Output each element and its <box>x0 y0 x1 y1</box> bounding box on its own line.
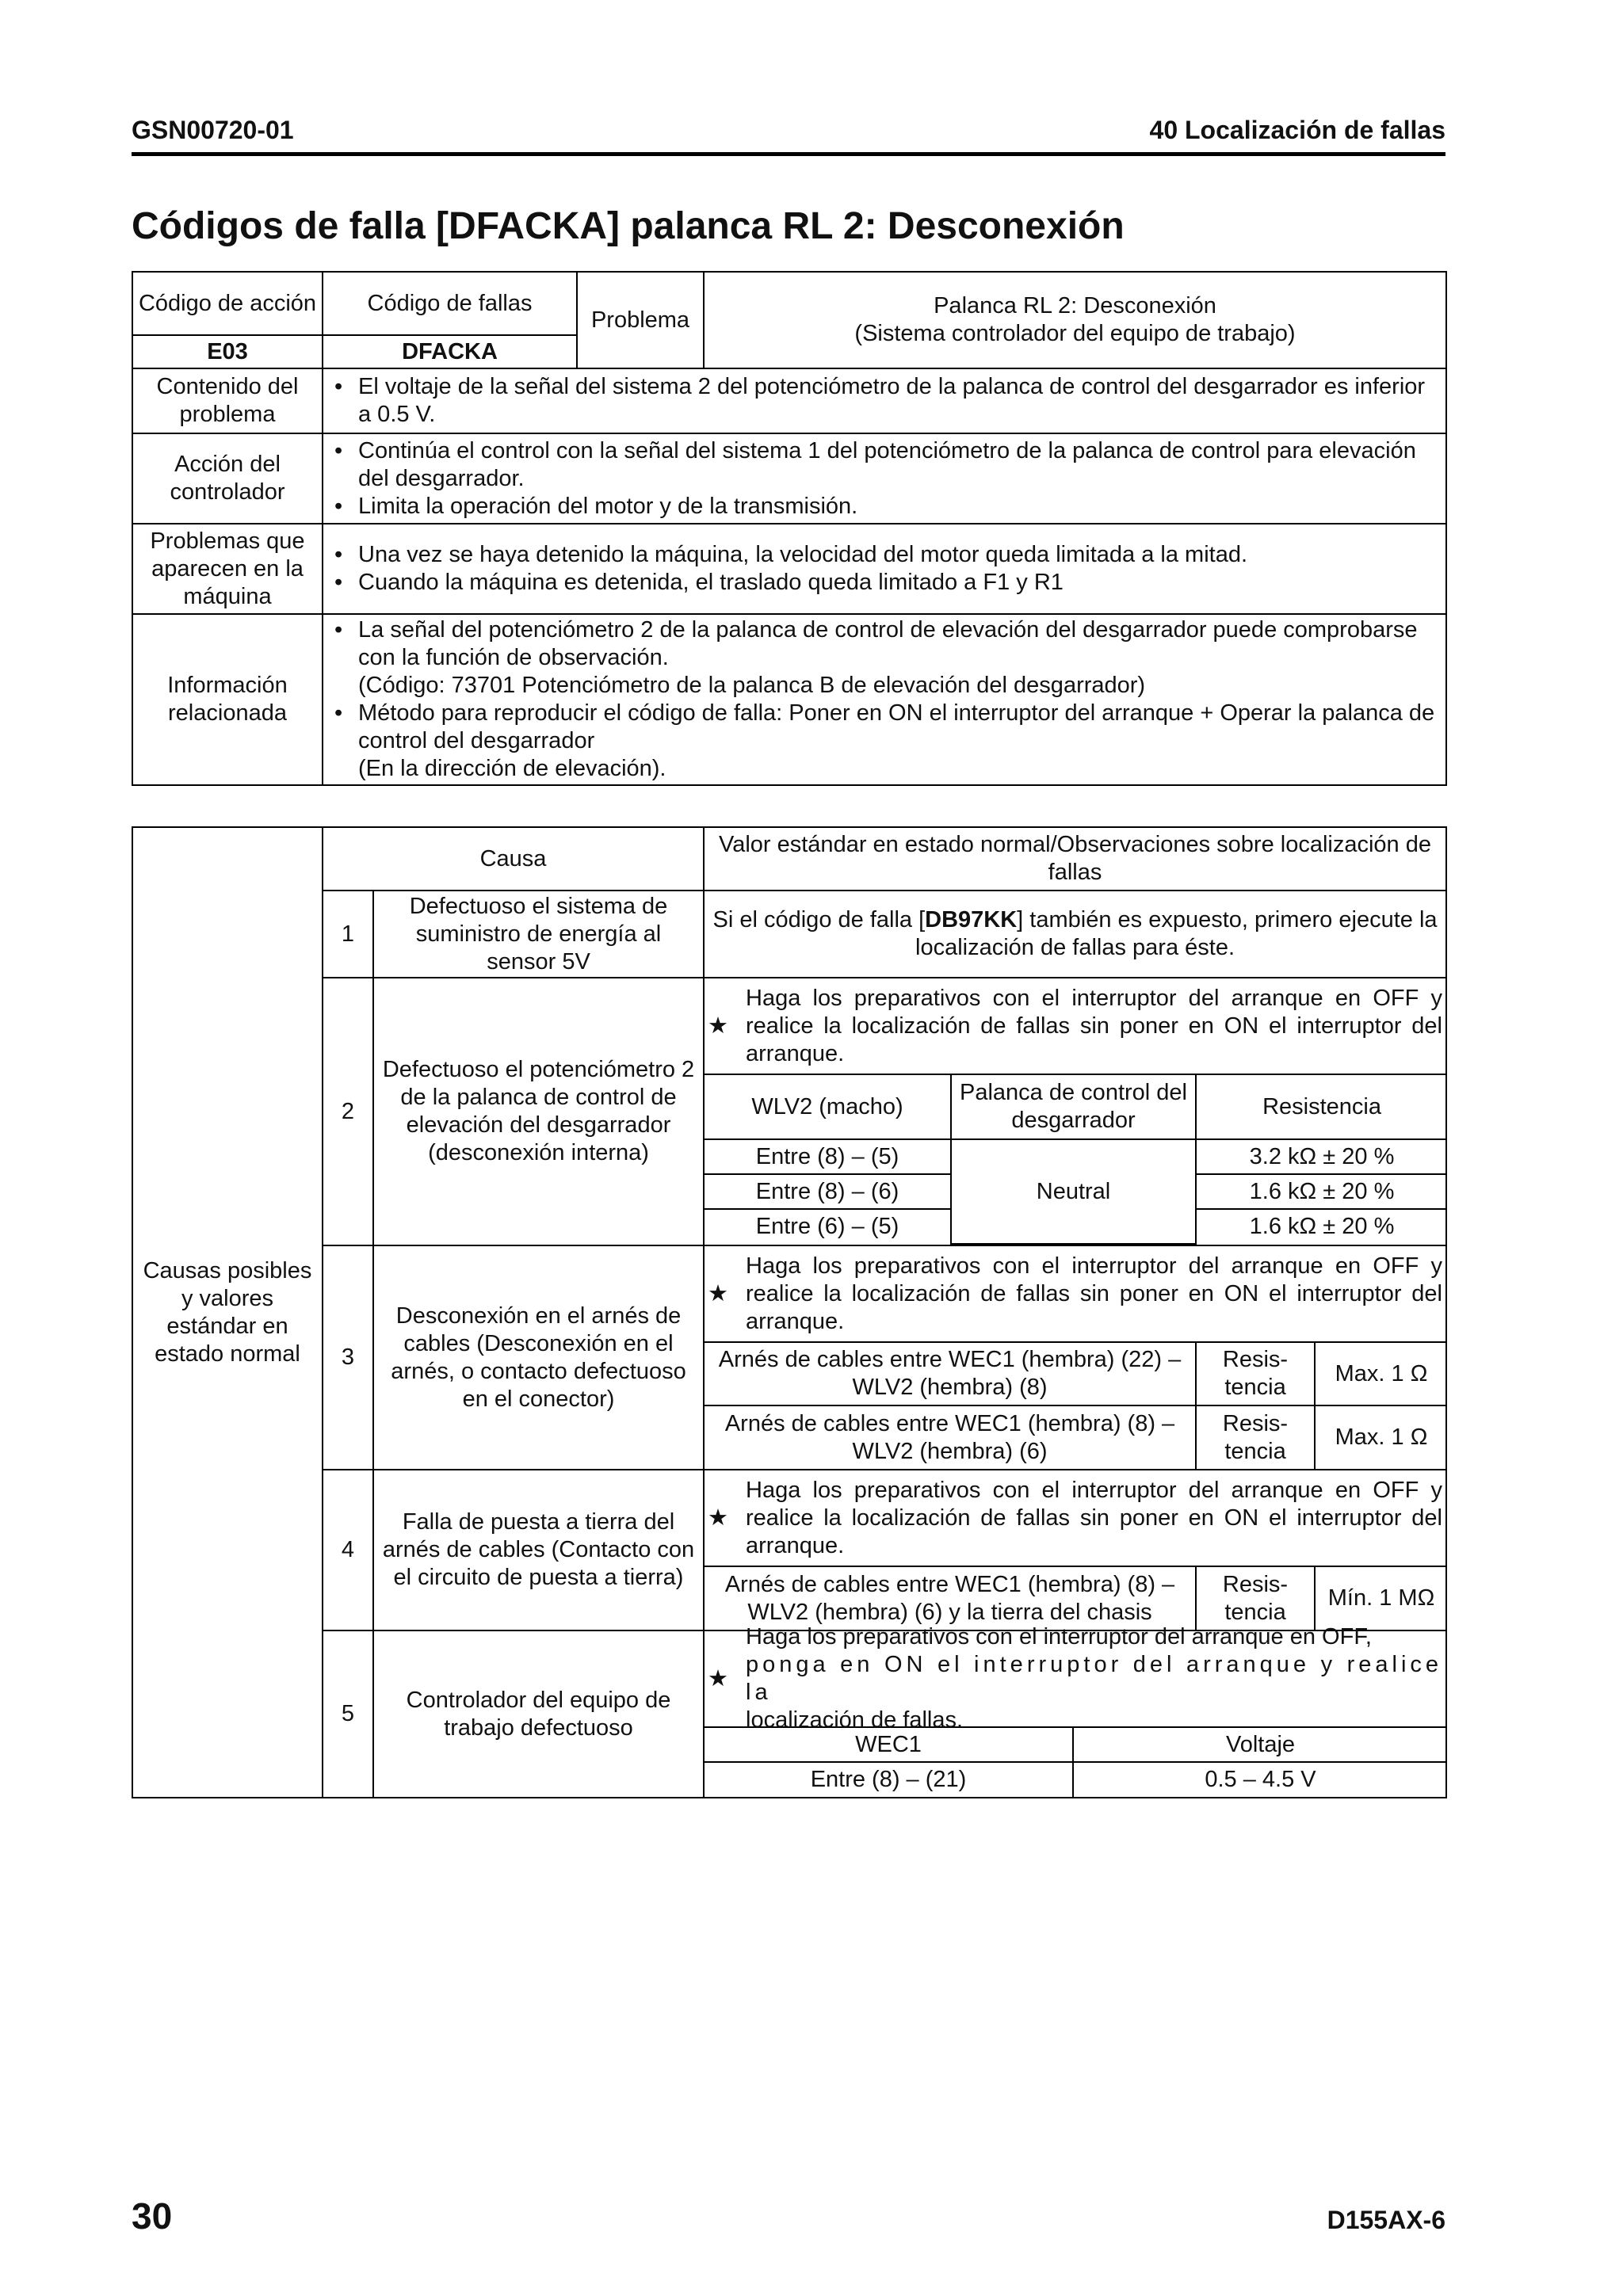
list-item: • Continúa el control con la señal del sistema 1 del potenciómetro de la palanca de control para elevación del desgarrador. <box>358 437 1441 493</box>
related-info <box>323 614 1446 785</box>
section-title: 40 Localización de fallas <box>1149 116 1445 144</box>
cause-number: 5 <box>323 1630 373 1798</box>
page-number: 30 <box>132 2195 173 2237</box>
list-item: • La señal del potenciómetro 2 de la palanca de control de elevación del desgarrador puede comprobarse con la función de observación. (Código: 73701 Potenciómetro de la palanca B de elevación del desgarrador) <box>358 616 1441 700</box>
harness-resistance-table <box>705 1341 1447 1469</box>
cause-description: Controlador del equipo de trabajo defectuoso <box>373 1630 704 1798</box>
star-icon: ★ <box>708 1013 729 1039</box>
table-cell: Resis-tencia <box>1196 1342 1315 1405</box>
row-label-problem-content: Contenido del problema <box>132 368 323 433</box>
table-cell: Max. 1 Ω <box>1315 1342 1447 1405</box>
cause-description: Falla de puesta a tierra del arnés de cables (Contacto con el circuito de puesta a tierra) <box>373 1470 704 1630</box>
table-cell: 1.6 kΩ ± 20 % <box>1196 1209 1447 1244</box>
related-info-sub-1: (Código: 73701 Potenciómetro de la palanca B de elevación del desgarrador) <box>358 673 1146 698</box>
table-cell: Resis-tencia <box>1196 1566 1315 1630</box>
table-cell: 0.5 – 4.5 V <box>1073 1762 1447 1797</box>
table-cell: Mín. 1 MΩ <box>1315 1566 1447 1630</box>
page-header <box>132 111 1445 156</box>
preparation-note: ★ Haga los preparativos con el interruptor del arranque en OFF y realice la localización de fallas sin poner en ON el interruptor del arranque. <box>708 1477 1443 1558</box>
document-code: GSN00720-01 <box>132 116 294 144</box>
cause-number: 4 <box>323 1470 373 1630</box>
cause-description: Desconexión en el arnés de cables (Desconexión en el arnés, o contacto defectuoso en el conector) <box>373 1245 704 1470</box>
cause-number: 1 <box>323 891 373 978</box>
table-cell: Arnés de cables entre WEC1 (hembra) (8) – WLV2 (hembra) (6) y la tierra del chasis <box>705 1566 1196 1630</box>
problem-label: Problema <box>577 272 704 368</box>
table-cell: 1.6 kΩ ± 20 % <box>1196 1174 1447 1209</box>
ground-fault-table <box>705 1566 1447 1630</box>
list-item: • Una vez se haya detenido la máquina, la velocidad del motor queda limitada a la mitad. <box>358 541 1441 569</box>
list-item: • Limita la operación del motor y de la transmisión. <box>358 493 1441 521</box>
column-connector: WLV2 (macho) <box>705 1074 951 1139</box>
cause-number: 2 <box>323 978 373 1245</box>
voltage-table <box>705 1726 1447 1797</box>
row-label-related-info: Información relacionada <box>132 614 323 785</box>
fault-summary-table <box>132 271 1447 786</box>
preparation-note: ★ Haga los preparativos con el interruptor del arranque en OFF y realice la localización de fallas sin poner en ON el interruptor del arranque. <box>708 1253 1443 1334</box>
fault-code-reference: DB97KK <box>925 907 1018 933</box>
cause-5-values <box>704 1624 1446 1798</box>
row-label-controller-action: Acción del controlador <box>132 433 323 524</box>
fault-code-label: Código de fallas <box>323 272 577 335</box>
action-code-value: E03 <box>132 335 323 368</box>
preparation-note: ★ Haga los preparativos con el interruptor del arranque en OFF, ponga en ON el interruptor del arranque y realice la localización de fallas. <box>708 1624 1443 1733</box>
star-icon: ★ <box>708 1665 729 1691</box>
row-label-machine-problems: Problemas que aparecen en la máquina <box>132 524 323 614</box>
page-title: Códigos de falla [DFACKA] palanca RL 2: Desconexión <box>132 205 1125 247</box>
cause-number: 3 <box>323 1245 373 1470</box>
table-cell: Entre (8) – (6) <box>705 1174 951 1209</box>
cause-2-values <box>704 978 1446 1245</box>
table-cell: 3.2 kΩ ± 20 % <box>1196 1139 1447 1174</box>
value-header: Valor estándar en estado normal/Observaciones sobre localización de fallas <box>704 827 1446 891</box>
problem-content <box>323 368 1446 433</box>
preparation-note: ★ Haga los preparativos con el interruptor del arranque en OFF y realice la localización de fallas sin poner en ON el interruptor del arranque. <box>708 985 1443 1066</box>
table-cell: Max. 1 Ω <box>1315 1405 1447 1469</box>
column-resistance: Resistencia <box>1196 1074 1447 1139</box>
table-cell: Resis-tencia <box>1196 1405 1315 1469</box>
action-code-label: Código de acción <box>132 272 323 335</box>
cause-header: Causa <box>323 827 704 891</box>
cause-3-values <box>704 1245 1446 1470</box>
column-voltage: Voltaje <box>1073 1727 1447 1762</box>
cause-1-note: Si el código de falla [DB97KK] también es expuesto, primero ejecute la localización de fallas para éste. <box>704 891 1446 978</box>
causes-table <box>132 826 1447 1798</box>
controller-action <box>323 433 1446 524</box>
causes-side-label: Causas posibles y valores estándar en estado normal <box>132 827 323 1798</box>
list-item: • Cuando la máquina es detenida, el traslado queda limitado a F1 y R1 <box>358 569 1441 597</box>
column-lever-state: Palanca de control del desgarrador <box>951 1074 1196 1139</box>
table-cell: Entre (8) – (5) <box>705 1139 951 1174</box>
cause-description: Defectuoso el potenciómetro 2 de la palanca de control de elevación del desgarrador (desconexión interna) <box>373 978 704 1245</box>
fault-code-value: DFACKA <box>323 335 577 368</box>
machine-problems <box>323 524 1446 614</box>
lever-state: Neutral <box>951 1139 1196 1244</box>
problem-line-2: (Sistema controlador del equipo de trabajo) <box>854 321 1296 346</box>
column-connector: WEC1 <box>705 1727 1073 1762</box>
model-code: D155AX-6 <box>1327 2206 1445 2234</box>
table-cell: Entre (6) – (5) <box>705 1209 951 1244</box>
list-item: • El voltaje de la señal del sistema 2 del potenciómetro de la palanca de control del desgarrador es inferior a 0.5 V. <box>358 373 1441 429</box>
cause-4-values <box>704 1470 1446 1630</box>
table-cell: Arnés de cables entre WEC1 (hembra) (22) – WLV2 (hembra) (8) <box>705 1342 1196 1405</box>
resistance-table <box>705 1074 1447 1245</box>
table-cell: Entre (8) – (21) <box>705 1762 1073 1797</box>
problem-description <box>704 272 1446 368</box>
star-icon: ★ <box>708 1280 729 1306</box>
table-cell: Arnés de cables entre WEC1 (hembra) (8) – WLV2 (hembra) (6) <box>705 1405 1196 1469</box>
list-item: • Método para reproducir el código de falla: Poner en ON el interruptor del arranque + Operar la palanca de control del desgarrador (En la dirección de elevación). <box>358 700 1441 783</box>
related-info-sub-2: (En la dirección de elevación). <box>358 756 666 781</box>
star-icon: ★ <box>708 1505 729 1531</box>
cause-description: Defectuoso el sistema de suministro de energía al sensor 5V <box>373 891 704 978</box>
problem-line-1: Palanca RL 2: Desconexión <box>934 293 1216 318</box>
